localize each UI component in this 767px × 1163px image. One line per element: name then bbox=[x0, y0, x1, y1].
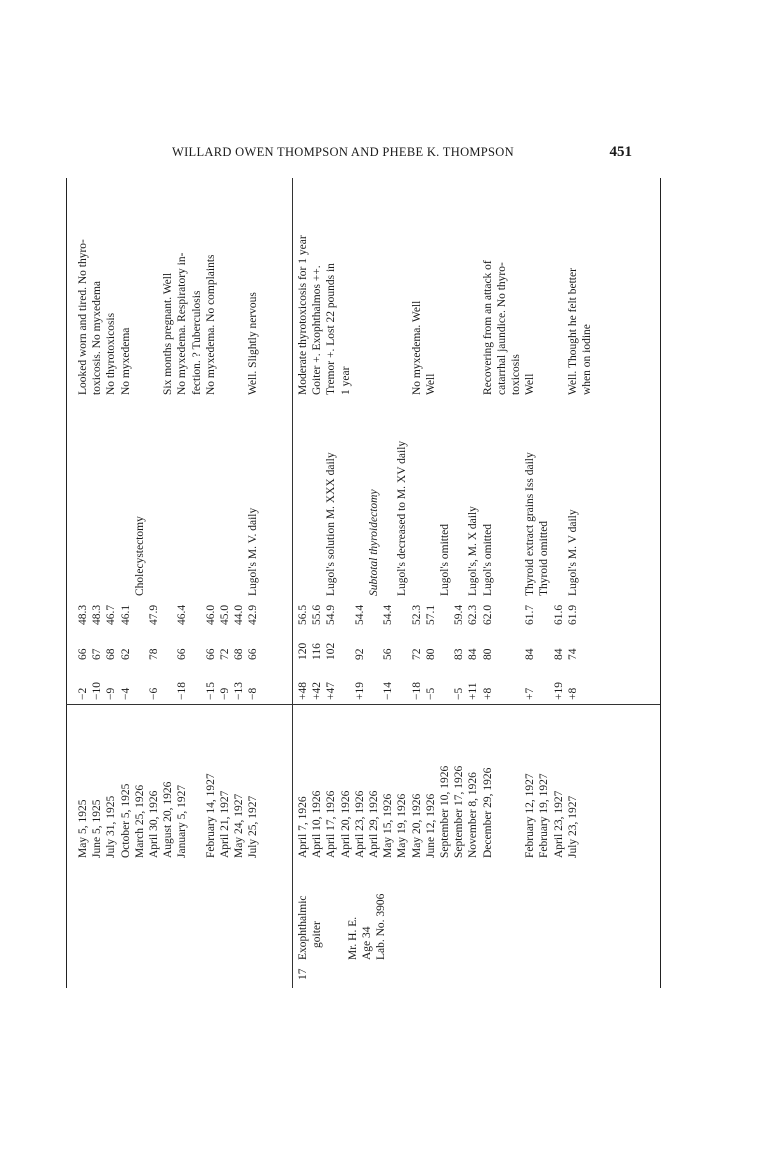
cell-remarks: No myxedema. Well bbox=[410, 300, 423, 395]
cell-date: May 5, 1925 bbox=[77, 799, 89, 858]
cell-bmr: −10 bbox=[91, 682, 104, 700]
cell-bmr: +11 bbox=[467, 682, 480, 700]
cell-treatment: Lugol's, M. X daily bbox=[467, 506, 480, 596]
cell-bmr: −5 bbox=[453, 687, 466, 700]
cell-date: April 23, 1926 bbox=[353, 790, 366, 858]
cell-date: February 19, 1927 bbox=[538, 773, 551, 858]
cell-pulse: 56 bbox=[382, 648, 395, 660]
cell-date: April 30, 1926 bbox=[148, 790, 160, 858]
cell-date: May 15, 1926 bbox=[382, 793, 395, 858]
cell-date: May 19, 1926 bbox=[396, 793, 409, 858]
cell-remarks: Tremor +. Lost 22 pounds in bbox=[325, 263, 338, 395]
cell-bmr: −5 bbox=[424, 687, 437, 700]
cell-pulse: 72 bbox=[410, 648, 423, 660]
column-rule-date bbox=[292, 178, 293, 988]
cell-pulse: 116 bbox=[311, 643, 324, 660]
cell-weight: 54.4 bbox=[382, 604, 395, 625]
running-head: WILLARD OWEN THOMPSON AND PHEBE K. THOMPSON bbox=[172, 145, 514, 159]
cell-treatment: Lugol's M. V daily bbox=[566, 509, 579, 596]
cell-remarks: Goiter +. Exophthalmos ++. bbox=[311, 265, 324, 395]
cell-remarks: No myxedema. Respiratory in- bbox=[176, 252, 189, 395]
cell-date: December 29, 1926 bbox=[481, 767, 494, 858]
cell-date: July 23, 1927 bbox=[566, 795, 579, 858]
cell-bmr: +19 bbox=[552, 682, 565, 700]
cell-date: April 7, 1926 bbox=[297, 796, 309, 858]
cell-remarks: Well bbox=[424, 373, 437, 395]
cell-bmr: −18 bbox=[410, 682, 423, 700]
cell-date: April 21, 1927 bbox=[219, 790, 231, 858]
cell-date: February 14, 1927 bbox=[204, 773, 217, 858]
cell-treatment: Lugol's M. V. daily bbox=[247, 507, 260, 596]
cell-remarks: when on iodine bbox=[581, 324, 593, 395]
cell-treatment: Subtotal thyroidectomy bbox=[368, 489, 380, 596]
cell-pulse: 66 bbox=[176, 648, 189, 660]
cell-date: June 12, 1926 bbox=[424, 793, 437, 858]
cell-date: August 20, 1926 bbox=[162, 781, 175, 858]
cell-date: January 5, 1927 bbox=[176, 784, 189, 858]
cell-pulse: 102 bbox=[325, 642, 338, 660]
table-bottom-rule bbox=[660, 178, 661, 988]
cell-remarks: Looked worn and tired. No thyro- bbox=[77, 239, 89, 395]
cell-bmr: −2 bbox=[77, 687, 89, 700]
cell-pulse: 68 bbox=[105, 648, 118, 660]
cell-bmr: −4 bbox=[119, 687, 132, 700]
cell-remarks: Recovering from an attack of bbox=[481, 260, 494, 395]
cell-pulse: 80 bbox=[481, 648, 494, 660]
cell-date: July 25, 1927 bbox=[247, 795, 260, 858]
cell-bmr: +48 bbox=[297, 682, 309, 700]
cell-weight: 61.6 bbox=[552, 604, 565, 625]
diagnosis-line1: Exophthalmic bbox=[297, 895, 309, 960]
cell-bmr: −18 bbox=[176, 682, 189, 700]
cell-remarks: No myxedema. No complaints bbox=[204, 254, 217, 395]
cell-pulse: 67 bbox=[91, 648, 104, 660]
cell-weight: 44.0 bbox=[233, 604, 246, 625]
cell-pulse: 92 bbox=[353, 648, 366, 660]
cell-date: April 23, 1927 bbox=[552, 790, 565, 858]
cell-pulse: 68 bbox=[233, 648, 246, 660]
cell-weight: 46.1 bbox=[119, 604, 132, 625]
cell-weight: 62.3 bbox=[467, 604, 480, 625]
cell-remarks: Six months pregnant. Well bbox=[162, 272, 175, 395]
cell-bmr: +7 bbox=[524, 687, 537, 700]
cell-treatment: Thyroid omitted bbox=[538, 520, 551, 596]
cell-weight: 46.4 bbox=[176, 604, 189, 625]
cell-bmr: −13 bbox=[233, 682, 246, 700]
cell-pulse: 72 bbox=[219, 648, 231, 660]
cell-weight: 45.0 bbox=[219, 604, 231, 625]
cell-date: April 29, 1926 bbox=[368, 790, 380, 858]
cell-date: April 10, 1926 bbox=[311, 790, 324, 858]
cell-weight: 48.3 bbox=[91, 604, 104, 625]
cell-weight: 61.9 bbox=[566, 604, 579, 625]
patient-name: Mr. H. E. bbox=[347, 916, 359, 960]
cell-remarks: No thyrotoxicosis bbox=[105, 312, 118, 395]
cell-pulse: 62 bbox=[119, 648, 132, 660]
cell-weight: 54.4 bbox=[353, 604, 366, 625]
cell-weight: 56.5 bbox=[297, 604, 309, 625]
cell-weight: 54.9 bbox=[325, 604, 338, 625]
cell-treatment: Lugol's solution M. XXX daily bbox=[325, 452, 338, 596]
cell-weight: 46.7 bbox=[105, 604, 118, 625]
cell-bmr: +47 bbox=[325, 682, 338, 700]
cell-bmr: +19 bbox=[353, 682, 366, 700]
cell-pulse: 66 bbox=[77, 648, 89, 660]
cell-weight: 52.3 bbox=[410, 604, 423, 625]
cell-remarks: Well bbox=[524, 373, 537, 395]
cell-date: June 5, 1925 bbox=[91, 799, 104, 858]
cell-bmr: +42 bbox=[311, 682, 324, 700]
cell-pulse: 66 bbox=[247, 648, 260, 660]
cell-remarks: catarrhal jaundice. No thyro- bbox=[495, 262, 508, 395]
cell-weight: 59.4 bbox=[453, 604, 466, 625]
cell-bmr: −14 bbox=[382, 682, 395, 700]
cell-date: February 12, 1927 bbox=[524, 773, 537, 858]
cell-remarks: Well. Thought he felt better bbox=[566, 268, 579, 395]
cell-treatment: Cholecystectomy bbox=[133, 516, 146, 596]
cell-pulse: 78 bbox=[148, 648, 160, 660]
cell-remarks: Well. Slightly nervous bbox=[247, 292, 260, 395]
cell-date: October 5, 1925 bbox=[119, 783, 132, 858]
patient-age: Age 34 bbox=[361, 926, 373, 960]
cell-treatment: Lugol's omitted bbox=[481, 523, 494, 596]
cell-bmr: −8 bbox=[247, 687, 260, 700]
cell-date: September 17, 1926 bbox=[453, 765, 466, 858]
cell-date: November 8, 1926 bbox=[467, 772, 480, 858]
cell-pulse: 84 bbox=[467, 648, 480, 660]
cell-pulse: 74 bbox=[566, 648, 579, 660]
cell-remarks: toxicosis. No myxedema bbox=[91, 280, 104, 395]
cell-bmr: −6 bbox=[148, 687, 160, 700]
diagnosis-line2: goiter bbox=[311, 921, 323, 948]
cell-bmr: −9 bbox=[219, 687, 231, 700]
cell-bmr: −9 bbox=[105, 687, 118, 700]
cell-date: July 31, 1925 bbox=[105, 795, 118, 858]
cell-treatment: Thyroid extract grains Iss daily bbox=[524, 452, 537, 596]
cell-bmr: +8 bbox=[481, 687, 494, 700]
page-number: 451 bbox=[609, 144, 632, 160]
cell-pulse: 83 bbox=[453, 648, 466, 660]
cell-treatment: Lugol's decreased to M. XV daily bbox=[396, 440, 409, 596]
cell-date: May 20, 1926 bbox=[410, 793, 423, 858]
cell-remarks: Moderate thyrotoxicosis for 1 year bbox=[297, 235, 309, 395]
cell-weight: 57.1 bbox=[424, 604, 437, 625]
case-number: 17 bbox=[297, 968, 309, 980]
table-top-rule bbox=[66, 178, 67, 988]
cell-date: May 24, 1927 bbox=[233, 793, 246, 858]
cell-date: April 17, 1926 bbox=[325, 790, 338, 858]
cell-remarks: toxicosis bbox=[510, 354, 522, 395]
cell-pulse: 66 bbox=[204, 648, 217, 660]
cell-weight: 42.9 bbox=[247, 604, 260, 625]
cell-remarks: fection. ? Tuberculosis bbox=[190, 290, 203, 395]
cell-weight: 55.6 bbox=[311, 604, 324, 625]
cell-date: September 10, 1926 bbox=[439, 765, 451, 858]
cell-date: March 25, 1926 bbox=[133, 784, 146, 858]
cell-remarks: 1 year bbox=[339, 366, 352, 395]
cell-pulse: 84 bbox=[524, 648, 537, 660]
cell-weight: 46.0 bbox=[204, 604, 217, 625]
lab-number: Lab. No. 3906 bbox=[375, 893, 387, 960]
cell-date: April 20, 1926 bbox=[339, 790, 352, 858]
cell-weight: 47.9 bbox=[148, 604, 160, 625]
cell-pulse: 84 bbox=[552, 648, 565, 660]
cell-pulse: 120 bbox=[297, 642, 309, 660]
cell-bmr: +8 bbox=[566, 687, 579, 700]
cell-pulse: 80 bbox=[424, 648, 437, 660]
case-divider-rule bbox=[66, 704, 660, 705]
cell-weight: 62.0 bbox=[481, 604, 494, 625]
cell-treatment: Lugol's omitted bbox=[439, 523, 451, 596]
cell-weight: 48.3 bbox=[77, 604, 89, 625]
cell-bmr: −15 bbox=[204, 682, 217, 700]
cell-weight: 61.7 bbox=[524, 604, 537, 625]
cell-remarks: No myxedema bbox=[119, 327, 132, 395]
